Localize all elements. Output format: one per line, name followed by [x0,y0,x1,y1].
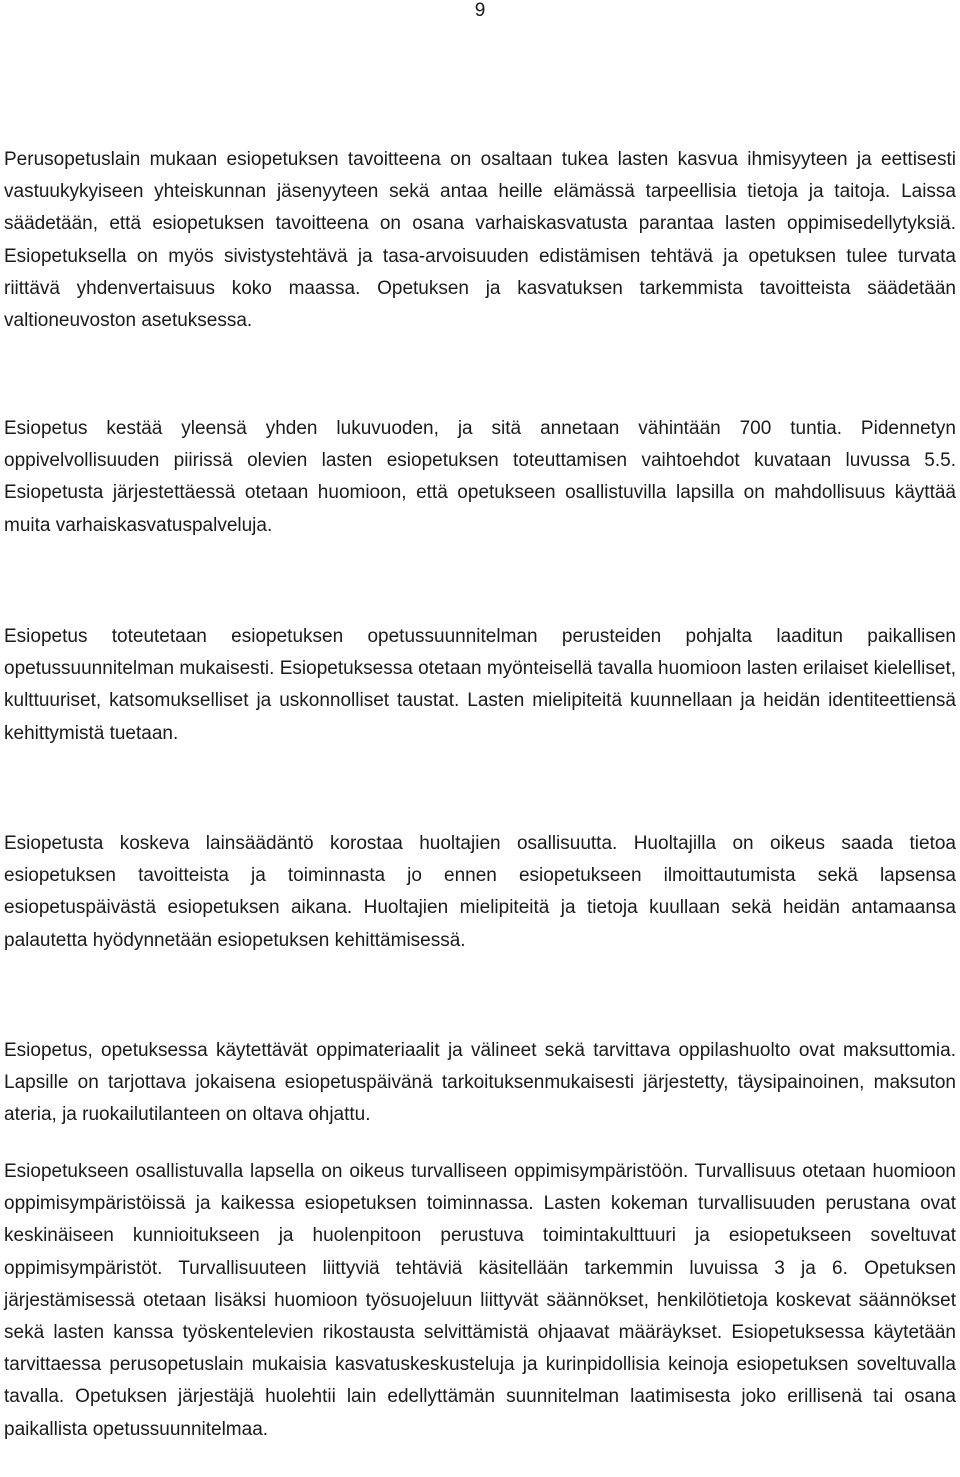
paragraph-guardians: Esiopetusta koskeva lainsäädäntö korostaa huoltajien osallisuutta. Huoltajilla on oikeus saada tietoa esiopetuksen tavoitteista ja toiminnasta jo ennen esiopetukseen ilmoittautumista sekä lapsensa esiopetuspäivästä esiopetuksen aikana. Huoltajien mielipiteitä ja tietoja kuullaan sekä heidän antamaansa palautetta hyödynnetään esiopetuksen kehittämisessä. [4,833,956,951]
paragraph-basic-education-law: Perusopetuslain mukaan esiopetuksen tavoitteena on osaltaan tukea lasten kasvua ihmisyyteen ja eettisesti vastuukykyiseen yhteiskunnan jäsenyyteen sekä antaa heille elämässä tarpeellisia tietoja ja taitoja. Laissa säädetään, että esiopetuksen tavoitteena on osana varhaiskasvatusta parantaa lasten oppimisedellytyksiä. Esiopetuksella on myös sivistystehtävä ja tasa-arvoisuuden edistämisen tehtävä ja opetuksen tulee turvata riittävä yhdenvertaisuus koko maassa. Opetuksen ja kasvatuksen tarkemmista tavoitteista säädetään valtioneuvoston asetuksessa. [4,149,956,332]
page-number: 9 [474,0,486,21]
paragraph-safety: Esiopetukseen osallistuvalla lapsella on oikeus turvalliseen oppimisympäristöön. Turvallisuus otetaan huomioon oppimisympäristöissä ja kaikessa esiopetuksen toiminnassa. Lasten kokeman turvallisuuden perustana ovat keskinäiseen kunnioitukseen ja huolenpitoon perustuva toimintakulttuuri ja esiopetukseen soveltuvat oppimisympäristöt. Turvallisuuteen liittyviä tehtäviä käsitellään tarkemmin luvuissa 3 ja 6. Opetuksen järjestämisessä otetaan lisäksi huomioon työsuojeluun liittyvät säännökset, henkilötietoja koskevat säännökset sekä lasten kanssa työskentelevien rikostausta selvittämistä ohjaavat määräykset. Esiopetuksessa käytetään tarvittaessa perusopetuslain mukaisia kasvatuskeskusteluja ja kurinpidollisia keinoja esiopetuksen soveltuvalla tavalla. Opetuksen järjestäjä huolehtii lain edellyttämän suunnitelman laatimisesta joko erillisenä tai osana paikallista opetussuunnitelmaa. [4,1161,956,1440]
paragraph-duration: Esiopetus kestää yleensä yhden lukuvuoden, ja sitä annetaan vähintään 700 tuntia. Pidennetyn oppivelvollisuuden piirissä olevien lasten esiopetuksen toteuttamisen vaihtoehdot kuvataan luvussa 5.5. Esiopetusta järjestettäessä otetaan huomioon, että opetukseen osallistuvilla lapsilla on mahdollisuus käyttää muita varhaiskasvatuspalveluja. [4,418,956,536]
paragraph-curriculum: Esiopetus toteutetaan esiopetuksen opetussuunnitelman perusteiden pohjalta laaditun paikallisen opetussuunnitelman mukaisesti. Esiopetuksessa otetaan myönteisellä tavalla huomioon lasten erilaiset kielelliset, kulttuuriset, katsomukselliset ja uskonnolliset taustat. Lasten mielipiteitä kuunnellaan ja heidän identiteettiensä kehittymistä tuetaan. [4,626,956,744]
paragraph-free-of-charge: Esiopetus, opetuksessa käytettävät oppimateriaalit ja välineet sekä tarvittava oppilashuolto ovat maksuttomia. Lapsille on tarjottava jokaisena esiopetuspäivänä tarkoituksenmukaisesti järjestetty, täysipainoinen, maksuton ateria, ja ruokailutilanteen on oltava ohjattu. [4,1040,956,1126]
